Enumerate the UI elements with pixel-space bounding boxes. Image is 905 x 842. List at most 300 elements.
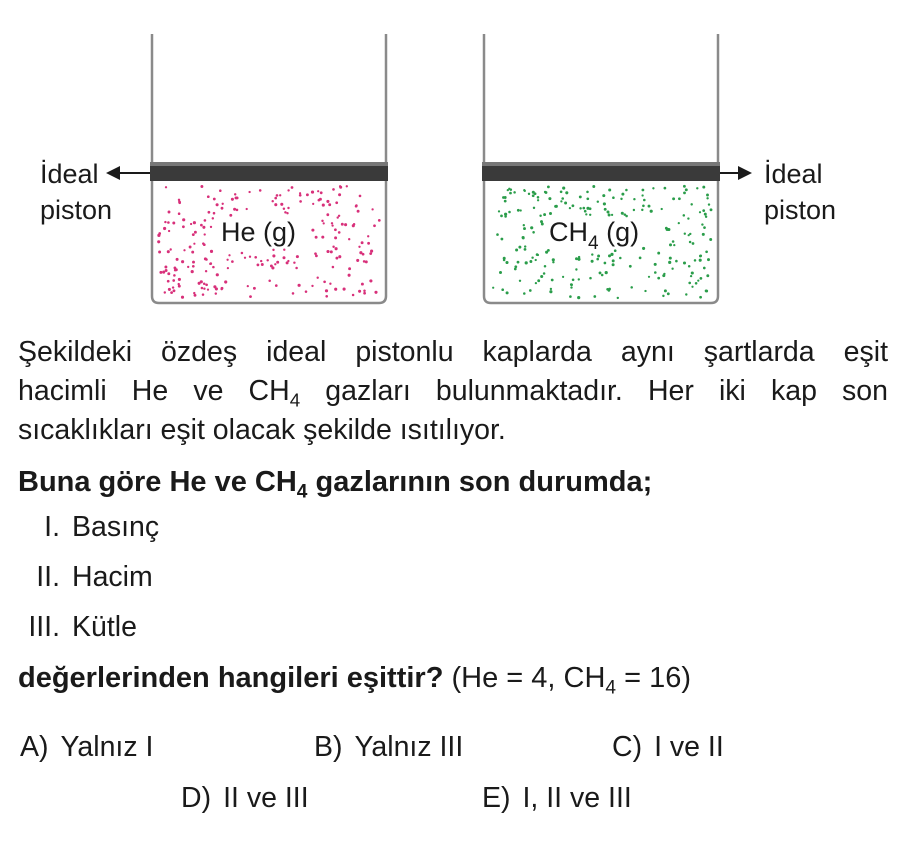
gas-particle: [227, 267, 229, 269]
gas-particle: [173, 274, 176, 277]
gas-particle: [707, 258, 710, 261]
gas-particle: [228, 254, 230, 256]
gas-particle: [678, 222, 680, 224]
gas-particle: [504, 200, 507, 203]
gas-particle: [215, 287, 218, 290]
gas-particle: [552, 258, 555, 261]
gas-particle: [599, 271, 602, 274]
gas-particle: [523, 292, 526, 295]
gas-particle: [216, 203, 219, 206]
gas-particle: [703, 267, 706, 270]
gas-particle: [167, 221, 170, 224]
gas-particle: [577, 296, 580, 299]
gas-particle: [231, 198, 234, 201]
gas-particle: [701, 223, 703, 225]
gas-particle: [254, 256, 257, 259]
item-1: I. Basınç: [44, 511, 160, 543]
gas-particle: [332, 246, 334, 248]
gas-particle: [675, 260, 678, 263]
gas-particle: [500, 215, 503, 218]
gas-particle: [702, 233, 705, 236]
gas-particle: [507, 189, 509, 191]
gas-particle: [657, 277, 660, 280]
gas-particle: [549, 290, 552, 293]
gas-particle: [662, 295, 664, 297]
gas-particle: [174, 269, 177, 272]
gas-particle: [276, 261, 279, 264]
gas-particle: [597, 200, 599, 202]
gas-particle: [633, 209, 635, 211]
gas-particle: [338, 231, 341, 234]
gas-particle: [533, 207, 535, 209]
gas-particle: [334, 228, 337, 231]
gas-particle: [326, 213, 329, 216]
gas-particle: [168, 288, 171, 291]
gas-particle: [524, 190, 526, 192]
gas-particle: [205, 258, 208, 261]
gas-particle: [506, 291, 509, 294]
gas-particle: [699, 259, 702, 262]
gas-particle: [583, 207, 586, 210]
gas-particle: [690, 275, 692, 277]
gas-particle: [702, 209, 705, 212]
gas-particle: [159, 271, 162, 274]
gas-particle: [643, 199, 646, 202]
right-label-line1: İdeal: [764, 159, 823, 189]
gas-particle: [569, 207, 571, 209]
para-line-3: sıcaklıkları eşit olacak şekilde ısıtılıyor.: [18, 414, 506, 446]
gas-particle: [276, 194, 279, 197]
gas-particle: [200, 280, 203, 283]
he-gas-label: He (g): [221, 217, 297, 247]
gas-particle: [272, 254, 275, 257]
gas-particle: [323, 222, 325, 224]
gas-particle: [492, 287, 494, 289]
gas-particle: [322, 204, 325, 207]
gas-particle: [172, 279, 175, 282]
gas-particle: [572, 204, 575, 207]
gas-particle: [564, 202, 567, 205]
gas-particle: [231, 260, 234, 263]
gas-particle: [200, 224, 203, 227]
gas-particle: [335, 257, 338, 260]
gas-particle: [330, 250, 333, 253]
gas-particle: [543, 272, 546, 275]
gas-particle: [187, 266, 189, 268]
ch4-gas-label: $CH_4$ (g): [549, 217, 640, 254]
gas-particle: [190, 223, 192, 225]
gas-particle: [532, 194, 535, 197]
gas-particle: [212, 266, 215, 269]
gas-particle: [355, 205, 358, 208]
gas-particle: [500, 238, 503, 241]
gas-particle: [178, 199, 180, 201]
gas-particle: [279, 194, 281, 196]
gas-particle: [193, 243, 195, 245]
gas-particle: [204, 233, 206, 235]
gas-particle: [371, 208, 373, 210]
gas-particle: [356, 259, 359, 262]
gas-particle: [529, 260, 532, 263]
question-tail: değerlerinden hangileri eşittir? (He = 4, $CH_4 = 16$): [18, 662, 692, 699]
option-c[interactable]: C) I ve II: [612, 731, 724, 763]
gas-particle: [224, 280, 227, 283]
gas-particle: [193, 221, 196, 224]
gas-particle: [337, 216, 339, 218]
gas-particle: [226, 259, 228, 261]
gas-particle: [286, 261, 289, 264]
gas-particle: [699, 296, 702, 299]
gas-particle: [688, 282, 691, 285]
gas-particle: [496, 233, 499, 236]
gas-particle: [157, 240, 160, 243]
gas-particle: [650, 210, 653, 213]
gas-particle: [358, 246, 360, 248]
gas-particle: [654, 271, 657, 274]
gas-particle: [358, 290, 361, 293]
gas-particle: [173, 289, 176, 292]
gas-particle: [158, 251, 161, 254]
gas-particle: [570, 283, 573, 286]
gas-particle: [691, 286, 693, 288]
gas-particle: [612, 196, 615, 199]
gas-particle: [673, 244, 675, 246]
gas-particle: [642, 247, 645, 250]
gas-particle: [216, 273, 219, 276]
item-3: III. Kütle: [28, 611, 137, 643]
gas-particle: [585, 213, 587, 215]
gas-particle: [664, 289, 667, 292]
gas-particle: [194, 231, 197, 234]
gas-particle: [363, 292, 366, 295]
gas-particle: [165, 186, 167, 188]
gas-particle: [207, 288, 209, 290]
gas-particle: [236, 209, 239, 212]
gas-particle: [589, 214, 591, 216]
gas-particle: [612, 259, 615, 262]
gas-particle: [569, 295, 572, 298]
gas-particle: [266, 259, 268, 261]
gas-particle: [287, 207, 289, 209]
gas-particle: [555, 205, 558, 208]
gas-particle: [204, 219, 207, 222]
gas-particle: [272, 249, 274, 251]
gas-particle: [253, 287, 256, 290]
gas-particle: [525, 261, 528, 264]
gas-particle: [619, 257, 622, 260]
gas-particle: [560, 200, 562, 202]
gas-particle: [572, 278, 575, 281]
gas-particle: [311, 285, 313, 287]
gas-particle: [604, 208, 607, 211]
gas-particle: [158, 232, 161, 235]
gas-particle: [348, 274, 351, 277]
gas-particle: [535, 282, 537, 284]
gas-particle: [219, 189, 222, 192]
gas-particle: [293, 261, 295, 263]
gas-particle: [586, 191, 589, 194]
gas-particle: [164, 266, 167, 269]
gas-particle: [373, 224, 376, 227]
option-b[interactable]: B) Yalnız III: [314, 731, 464, 763]
gas-particle: [523, 224, 525, 226]
gas-particle: [334, 236, 337, 239]
gas-particle: [363, 290, 366, 293]
gas-particle: [624, 213, 627, 216]
gas-particle: [201, 287, 204, 290]
gas-particle: [233, 208, 236, 211]
gas-particle: [641, 209, 643, 211]
gas-particle: [672, 240, 675, 243]
gas-particle: [283, 208, 285, 210]
gas-particle: [319, 198, 322, 201]
gas-particle: [705, 215, 707, 217]
gas-particle: [520, 209, 522, 211]
gas-particle: [260, 260, 262, 262]
gas-particle: [261, 263, 264, 266]
gas-particle: [522, 236, 525, 239]
gas-particle: [311, 229, 314, 232]
gas-particle: [642, 205, 645, 208]
gas-particle: [550, 288, 552, 290]
gas-particle: [222, 203, 224, 205]
gas-particle: [170, 291, 173, 294]
gas-particle: [578, 256, 580, 258]
gas-particle: [299, 194, 302, 197]
gas-particle: [189, 246, 192, 249]
left-arrow-head: [106, 166, 120, 180]
gas-particle: [361, 241, 364, 244]
gas-particle: [291, 186, 294, 189]
gas-particle: [321, 236, 324, 239]
gas-particle: [365, 260, 368, 263]
gas-particle: [524, 248, 527, 251]
gas-particle: [544, 265, 547, 268]
para-line-1: Şekildeki özdeş ideal pistonlu kaplarda aynı şartlarda eşit: [18, 336, 888, 368]
gas-particle: [213, 198, 216, 201]
gas-particle: [620, 198, 622, 200]
gas-particle: [378, 219, 381, 222]
gas-particle: [178, 201, 181, 204]
gas-particle: [210, 262, 213, 265]
gas-particle: [215, 292, 217, 294]
piston-figure: [0, 0, 905, 315]
right-label-line2: piston: [764, 195, 837, 225]
gas-particle: [589, 277, 592, 280]
gas-particle: [621, 212, 624, 215]
gas-particle: [292, 292, 295, 295]
gas-particle: [163, 227, 166, 230]
gas-particle: [359, 195, 362, 198]
gas-particle: [328, 203, 331, 206]
gas-particle: [367, 242, 370, 245]
gas-particle: [268, 279, 271, 282]
gas-particle: [284, 211, 286, 213]
gas-particle: [312, 203, 314, 205]
gas-particle: [332, 188, 335, 191]
gas-particle: [706, 274, 709, 277]
gas-particle: [203, 287, 205, 289]
gas-particle: [688, 234, 690, 236]
gas-particle: [579, 195, 582, 198]
gas-particle: [667, 292, 670, 295]
option-e[interactable]: E) I, II ve III: [482, 782, 632, 814]
gas-particle: [299, 200, 302, 203]
gas-particle: [537, 196, 540, 199]
gas-particle: [697, 280, 699, 282]
gas-particle: [335, 201, 338, 204]
item-2: II. Hacim: [36, 561, 153, 593]
gas-particle: [182, 218, 185, 221]
gas-particle: [341, 223, 344, 226]
gas-particle: [192, 261, 195, 264]
gas-particle: [633, 198, 635, 200]
gas-particle: [586, 197, 589, 200]
gas-particle: [335, 247, 338, 250]
gas-particle: [170, 248, 172, 250]
gas-particle: [275, 284, 278, 287]
gas-particle: [286, 212, 288, 214]
gas-particle: [311, 191, 314, 194]
gas-particle: [518, 246, 521, 249]
gas-particle: [530, 226, 533, 229]
gas-particle: [178, 212, 181, 215]
gas-particle: [168, 211, 171, 214]
gas-particle: [220, 288, 222, 290]
gas-particle: [602, 194, 605, 197]
gas-particle: [505, 261, 508, 264]
gas-particle: [706, 197, 708, 199]
gas-particle: [596, 258, 599, 261]
gas-particle: [562, 276, 564, 278]
gas-particle: [625, 189, 628, 192]
gas-particle: [283, 249, 285, 251]
gas-particle: [537, 199, 539, 201]
gas-particle: [315, 236, 318, 239]
gas-particle: [210, 226, 212, 228]
gas-particle: [203, 243, 206, 246]
gas-particle: [517, 209, 520, 212]
gas-particle: [672, 197, 675, 200]
gas-particle: [191, 251, 194, 254]
gas-particle: [248, 191, 250, 193]
gas-particle: [352, 224, 355, 227]
gas-particle: [332, 266, 335, 269]
gas-particle: [369, 279, 372, 282]
gas-particle: [326, 250, 329, 253]
gas-particle: [683, 191, 686, 194]
gas-particle: [661, 208, 663, 210]
gas-particle: [604, 262, 607, 265]
gas-particle: [683, 185, 686, 188]
gas-particle: [683, 214, 686, 217]
gas-particle: [374, 291, 377, 294]
option-a[interactable]: A) Yalnız I: [20, 731, 154, 763]
gas-particle: [710, 208, 713, 211]
gas-particle: [608, 188, 611, 191]
gas-particle: [244, 257, 246, 259]
gas-particle: [684, 233, 686, 235]
gas-particle: [348, 238, 350, 240]
gas-particle: [167, 272, 170, 275]
gas-particle: [167, 280, 170, 283]
gas-particle: [540, 275, 543, 278]
gas-particle: [192, 265, 195, 268]
gas-particle: [331, 224, 333, 226]
gas-particle: [352, 294, 355, 297]
right-container: [482, 34, 836, 303]
gas-particle: [537, 279, 540, 282]
gas-particle: [543, 213, 546, 216]
gas-particle: [548, 197, 551, 200]
gas-particle: [346, 185, 348, 187]
gas-particle: [700, 277, 703, 280]
gas-particle: [357, 210, 360, 213]
gas-particle: [630, 286, 633, 289]
gas-particle: [691, 271, 694, 274]
gas-particle: [539, 215, 541, 217]
gas-particle: [499, 271, 502, 274]
gas-particle: [648, 205, 651, 208]
gas-particle: [361, 283, 364, 286]
para-line-2: hacimli He ve $CH_4$ gazları bulunmaktadır. Her iki kap son: [18, 375, 888, 411]
gas-particle: [702, 186, 705, 189]
gas-particle: [305, 290, 308, 293]
gas-particle: [589, 207, 592, 210]
gas-particle: [708, 203, 710, 205]
gas-particle: [247, 285, 249, 287]
gas-particle: [535, 259, 537, 261]
gas-particle: [246, 208, 248, 210]
gas-particle: [690, 203, 692, 205]
left-label-line2: piston: [40, 195, 113, 225]
gas-particle: [629, 265, 632, 268]
gas-particle: [531, 256, 533, 258]
gas-particle: [338, 255, 341, 258]
gas-particle: [570, 286, 572, 288]
gas-particle: [528, 193, 530, 195]
gas-particle: [534, 192, 537, 195]
gas-particle: [194, 294, 197, 297]
gas-particle: [207, 195, 210, 198]
gas-particle: [326, 200, 329, 203]
gas-particle: [221, 207, 224, 210]
gas-particle: [504, 215, 507, 218]
gas-particle: [181, 296, 184, 299]
option-d[interactable]: D) II ve III: [181, 782, 309, 814]
gas-particle: [165, 269, 168, 272]
gas-particle: [611, 214, 613, 216]
gas-particle: [683, 261, 686, 264]
gas-particle: [652, 187, 654, 189]
gas-particle: [664, 187, 667, 190]
gas-particle: [339, 186, 342, 189]
gas-particle: [296, 255, 299, 258]
gas-particle: [603, 202, 606, 205]
gas-particle: [182, 225, 185, 228]
gas-particle: [176, 258, 179, 261]
gas-particle: [205, 283, 208, 286]
gas-particle: [614, 249, 617, 252]
gas-particle: [578, 278, 580, 280]
gas-particle: [514, 268, 517, 271]
gas-particle: [274, 197, 277, 200]
gas-particle: [287, 189, 289, 191]
gas-particle: [695, 282, 698, 285]
gas-particle: [178, 285, 181, 288]
gas-particle: [271, 266, 274, 269]
gas-particle: [591, 260, 594, 263]
